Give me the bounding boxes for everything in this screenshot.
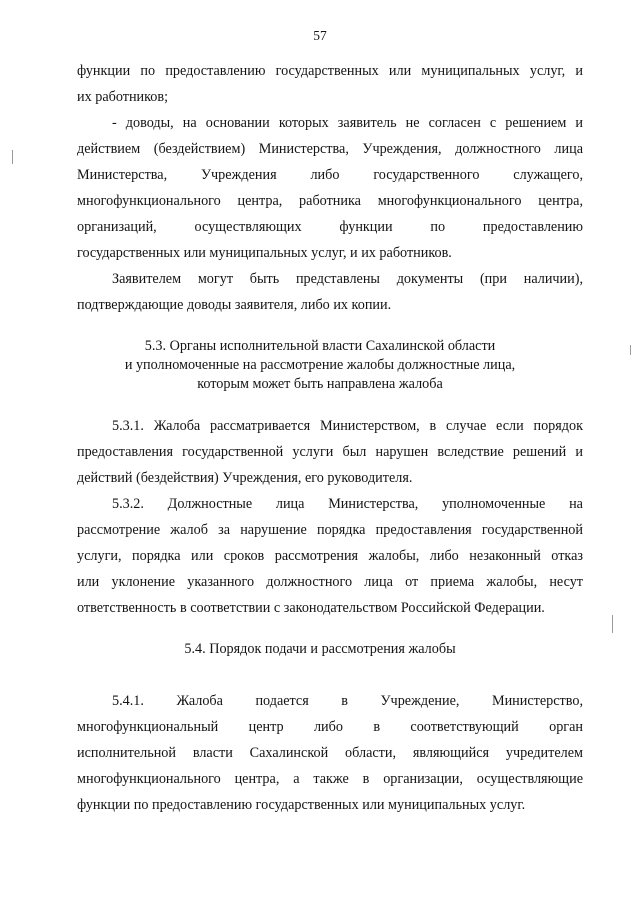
section-heading-line: 5.3. Органы исполнительной власти Сахалинской области <box>144 338 496 354</box>
scan-mark <box>12 150 13 164</box>
text-line: предоставления государственной услуги был нарушен вследствие решений и <box>77 444 583 460</box>
text-line: многофункционального центра, а также в организации, осуществляющие <box>77 771 583 787</box>
text-line: функции по предоставлению государственных или муниципальных услуг, и <box>77 63 583 79</box>
text-line: 5.3.2. Должностные лица Министерства, уполномоченные на <box>112 496 583 512</box>
text-line: многофункционального центра, работника многофункционального центра, <box>77 193 583 209</box>
text-line: 5.3.1. Жалоба рассматривается Министерством, в случае если порядок <box>112 418 583 434</box>
text-line: 5.4.1. Жалоба подается в Учреждение, Министерство, <box>112 693 583 709</box>
text-line: услуги, порядка или сроков рассмотрения жалобы, либо незаконный отказ <box>77 548 583 564</box>
text-line: Министерства, Учреждения либо государственного служащего, <box>77 167 583 183</box>
scan-mark <box>612 615 613 633</box>
text-line: организаций, осуществляющих функции по предоставлению <box>77 219 583 235</box>
text-line: рассмотрение жалоб за нарушение порядка предоставления государственной <box>77 522 583 538</box>
section-heading-line: 5.4. Порядок подачи и рассмотрения жалобы <box>184 641 456 657</box>
text-line: Заявителем могут быть представлены документы (при наличии), <box>112 271 583 287</box>
page-number: 57 <box>313 28 327 43</box>
text-line: действий (бездействия) Учреждения, его руководителя. <box>77 470 413 486</box>
text-line: или уклонение указанного должностного лица от приема жалобы, несут <box>77 574 583 590</box>
text-line: многофункциональный центр либо в соответствующий орган <box>77 719 583 735</box>
text-line: государственных или муниципальных услуг, и их работников. <box>77 245 452 261</box>
text-line: исполнительной власти Сахалинской области, являющийся учредителем <box>77 745 583 761</box>
scan-mark <box>630 345 631 355</box>
text-line: действием (бездействием) Министерства, Учреждения, должностного лица <box>77 141 583 157</box>
section-heading-line: и уполномоченные на рассмотрение жалобы должностные лица, <box>124 357 516 373</box>
text-line: подтверждающие доводы заявителя, либо их копии. <box>77 297 392 313</box>
text-line: ответственность в соответствии с законодательством Российской Федерации. <box>77 600 545 616</box>
text-line: - доводы, на основании которых заявитель не согласен с решением и <box>112 115 583 131</box>
text-line: их работников; <box>77 89 169 105</box>
section-heading-line: которым может быть направлена жалоба <box>197 376 443 392</box>
text-line: функции по предоставлению государственных или муниципальных услуг. <box>77 797 526 813</box>
